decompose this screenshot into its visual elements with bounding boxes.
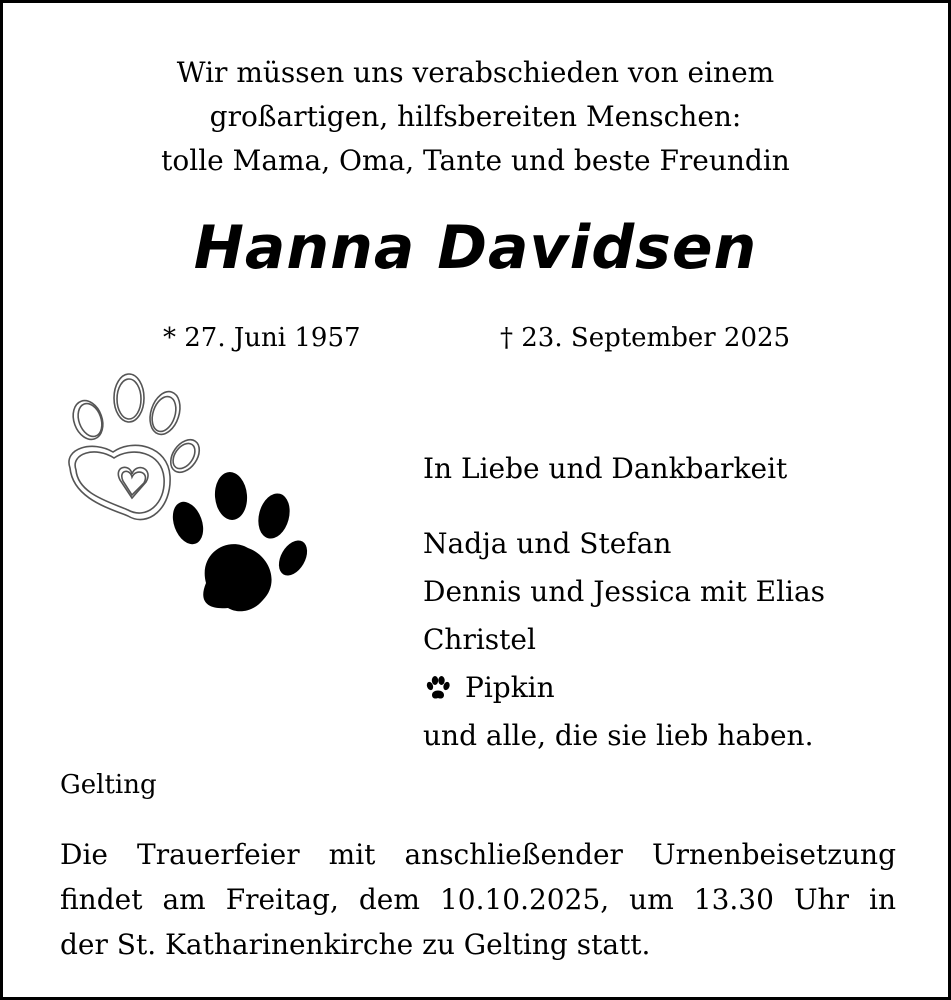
mourner-line: [423, 616, 825, 664]
intro-text: [3, 51, 948, 183]
deceased-name: Hanna Davidsen: [193, 213, 758, 283]
death-date: † 23. September 2025: [500, 323, 791, 353]
ceremony-line: der St. Katharinenkirche zu Gelting statt.: [60, 928, 651, 961]
mourner-line: [423, 664, 825, 712]
intro-line: Wir müssen uns verabschieden von einem: [176, 56, 775, 89]
solid-paw-icon: [167, 471, 313, 612]
intro-line: tolle Mama, Oma, Tante und beste Freundin: [161, 144, 790, 177]
mourners-list: [423, 520, 825, 760]
mourner-line: [423, 568, 825, 616]
ceremony-line: findet am Freitag, dem 10.10.2025, um 13.30 Uhr in: [60, 883, 896, 916]
mourner-line: [423, 520, 825, 568]
paw-prints-icon: [58, 368, 313, 623]
mourner-name: und alle, die sie lieb haben.: [423, 719, 814, 752]
ceremony-info: [60, 832, 896, 967]
mourner-name: Christel: [423, 623, 536, 656]
paw-icon: [423, 673, 453, 703]
mourner-name: Dennis und Jessica mit Elias: [423, 575, 826, 608]
birth-date: * 27. Juni 1957: [163, 323, 361, 353]
signoff-text: In Liebe und Dankbarkeit: [423, 452, 788, 485]
place-name: Gelting: [60, 770, 157, 800]
pet-name: Pipkin: [465, 671, 555, 704]
mourner-line: [423, 712, 825, 760]
mourner-name: Nadja und Stefan: [423, 527, 672, 560]
intro-line: großartigen, hilfsbereiten Menschen:: [209, 100, 742, 133]
ceremony-line: Die Trauerfeier mit anschließender Urnenbeisetzung: [60, 838, 896, 871]
outline-paw-icon: [68, 374, 205, 520]
